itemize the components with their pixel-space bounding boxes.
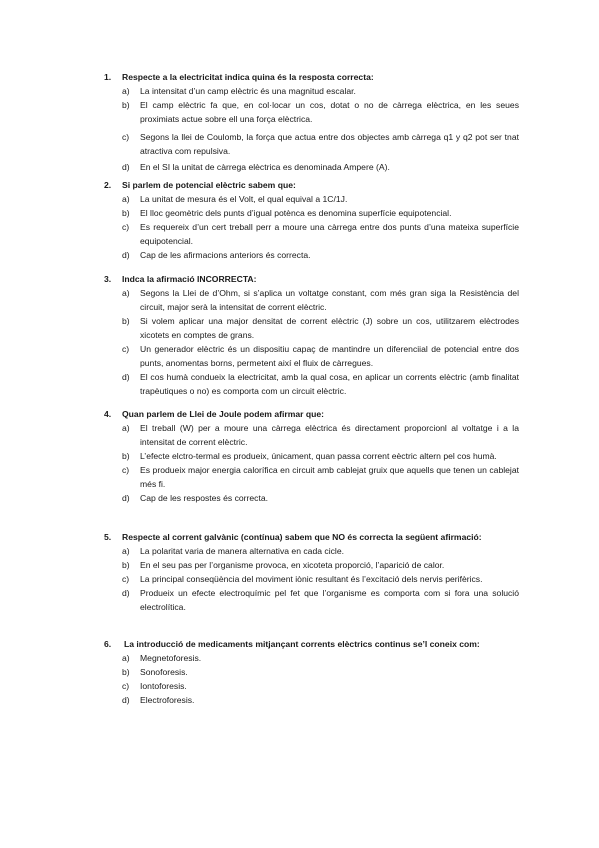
option-list (104, 192, 519, 262)
question-number: 5. (104, 532, 112, 542)
question-text: Quan parlem de Llei de Joule podem afirmar que: (122, 409, 324, 419)
option-letter: c) (122, 681, 130, 691)
option-list (104, 421, 519, 505)
option-a (104, 286, 519, 314)
option-letter: d) (122, 695, 130, 705)
option-letter: d) (122, 372, 130, 382)
option-a (104, 192, 519, 206)
option-text: Megnetoforesis. (140, 653, 202, 663)
question-number: 1. (104, 72, 112, 82)
option-letter: b) (122, 208, 130, 218)
option-d (104, 160, 519, 174)
option-b (104, 558, 519, 572)
question-heading (104, 531, 519, 544)
option-c (104, 342, 519, 370)
option-letter: c) (122, 132, 130, 142)
option-b (104, 449, 519, 463)
question-heading (104, 179, 519, 192)
option-letter: d) (122, 493, 130, 503)
option-d (104, 586, 519, 614)
question-number: 2. (104, 180, 112, 190)
option-text: En el SI la unitat de càrrega elèctrica es denominada Ampere (A). (140, 162, 390, 172)
option-text: Es produeix major energia calorífica en circuit amb cablejat gruix que aquells que tenen un cablejat més fi. (140, 465, 519, 489)
option-text: Electroforesis. (140, 695, 195, 705)
option-text: Sonoforesis. (140, 667, 188, 677)
option-b (104, 206, 519, 220)
option-c (104, 220, 519, 248)
option-text: L’efecte elctro-termal es produeix, únicament, quan passa corrent eèctric altern pel cos humà. (140, 451, 497, 461)
option-a (104, 544, 519, 558)
option-d (104, 491, 519, 505)
option-letter: d) (122, 162, 130, 172)
option-c (104, 572, 519, 586)
option-text: La unitat de mesura és el Volt, el qual equival a 1C/1J. (140, 194, 348, 204)
option-b (104, 314, 519, 342)
option-text: El camp elèctric fa que, en col·locar un cos, dotat o no de càrrega elèctrica, en les seues proximiats actue sobre ell una força elèctrica. (140, 100, 519, 124)
option-letter: c) (122, 465, 130, 475)
question-1 (104, 71, 519, 174)
question-text: Si parlem de potencial elèctric sabem que: (122, 180, 296, 190)
option-a (104, 421, 519, 449)
option-c (104, 463, 519, 491)
option-b (104, 665, 519, 679)
option-text: Iontoforesis. (140, 681, 187, 691)
option-letter: b) (122, 560, 130, 570)
option-text: Cap de les respostes és correcta. (140, 493, 269, 503)
question-4 (104, 408, 519, 505)
question-3 (104, 273, 519, 398)
option-letter: d) (122, 588, 130, 598)
option-c (104, 679, 519, 693)
option-letter: a) (122, 86, 130, 96)
option-d (104, 248, 519, 262)
option-a (104, 84, 519, 98)
option-letter: a) (122, 194, 130, 204)
question-heading (104, 273, 519, 286)
question-heading (104, 408, 519, 421)
option-text: Cap de les afirmacions anteriors és correcta. (140, 250, 311, 260)
option-list (104, 84, 519, 174)
option-text: El cos humà condueix la electricitat, amb la qual cosa, en aplicar un corrents elèctric (amb finalitat trapèutiques o no) es comporta com un circuit elèctric. (140, 372, 519, 396)
option-text: Si volem aplicar una major densitat de corrent elèctric (J) sobre un cos, utilitzarem elèctrodes xicotets en comptes de grans. (140, 316, 519, 340)
option-letter: b) (122, 316, 130, 326)
option-text: La polaritat varia de manera alternativa en cada cicle. (140, 546, 344, 556)
option-text: Segons la Llei de d’Ohm, si s’aplica un voltatge constant, com més gran siga la Resistència del circuit, major serà la intensitat de corrent elèctric. (140, 288, 519, 312)
option-letter: a) (122, 423, 130, 433)
question-heading (104, 638, 519, 651)
question-number: 4. (104, 409, 112, 419)
option-list (104, 286, 519, 398)
option-text: Segons la llei de Coulomb, la força que actua entre dos objectes amb càrrega q1 y q2 pot ser tnat atractiva com repulsiva. (140, 132, 519, 156)
option-letter: c) (122, 574, 130, 584)
question-5 (104, 531, 519, 614)
option-letter: a) (122, 653, 130, 663)
option-text: La intensitat d’un camp elèctric és una magnitud escalar. (140, 86, 356, 96)
question-text: Indca la afirmació INCORRECTA: (122, 274, 257, 284)
option-text: El lloc geomètric dels punts d’igual potènca es denomina superfície equipotencial. (140, 208, 452, 218)
option-b (104, 98, 519, 126)
option-list (104, 651, 519, 707)
option-d (104, 693, 519, 707)
option-letter: c) (122, 344, 130, 354)
option-letter: a) (122, 288, 130, 298)
option-text: El treball (W) per a moure una càrrega elèctrica és directament proporcionl al voltatge i a la intensitat de corrent elèctric. (140, 423, 519, 447)
option-c (104, 130, 519, 158)
question-number: 6. (104, 639, 112, 649)
option-text: En el seu pas per l’organisme provoca, en xicoteta proporció, l’aparició de calor. (140, 560, 445, 570)
option-a (104, 651, 519, 665)
option-letter: c) (122, 222, 130, 232)
question-text: Respecte al corrent galvànic (contínua) sabem que NO és correcta la següent afirmació: (122, 532, 482, 542)
option-letter: b) (122, 100, 130, 110)
question-heading (104, 71, 519, 84)
option-text: La principal conseqüència del moviment iònic resultant és l’excitació dels nervis perifèrics. (140, 574, 483, 584)
option-letter: d) (122, 250, 130, 260)
option-letter: a) (122, 546, 130, 556)
option-text: Produeix un efecte electroquímic pel fet que l’organisme es comporta com si fora una solució electrolítica. (140, 588, 519, 612)
option-letter: b) (122, 451, 130, 461)
option-text: Un generador elèctric és un dispositiu capaç de mantindre un diferenciial de potencial entre dos punts, anomentas borns, permetent així el fluix de càrregues. (140, 344, 519, 368)
question-text: La introducció de medicaments mitjançant corrents elèctrics continus se’l coneix com: (124, 639, 480, 649)
option-letter: b) (122, 667, 130, 677)
question-number: 3. (104, 274, 112, 284)
question-text: Respecte a la electricitat indica quina és la resposta correcta: (122, 72, 374, 82)
option-list (104, 544, 519, 614)
option-text: Es requereix d’un cert treball perr a moure una càrrega entre dos punts d’una mateixa superfície equipotencial. (140, 222, 519, 246)
question-6 (104, 638, 519, 707)
option-d (104, 370, 519, 398)
question-2 (104, 179, 519, 262)
